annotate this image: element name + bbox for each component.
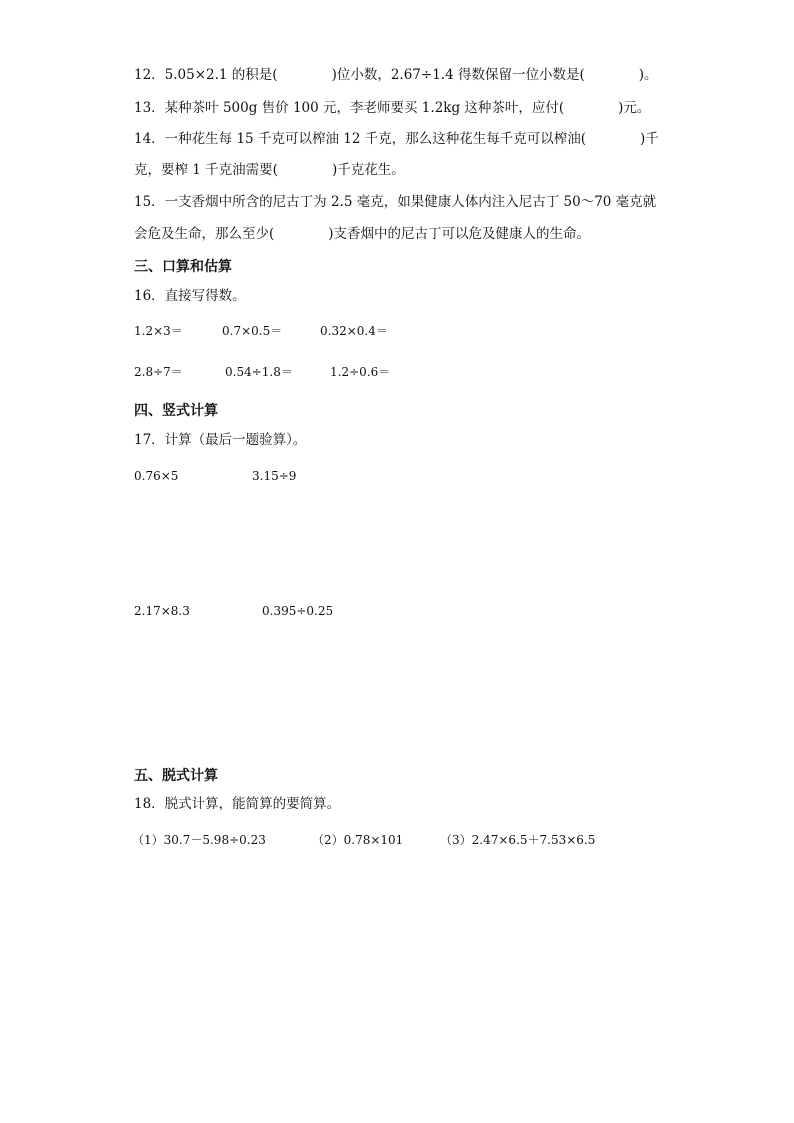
question-18: 18．脱式计算，能简算的要简算。 — [134, 796, 341, 812]
question-16: 16．直接写得数。 — [134, 288, 246, 304]
question-12: 12．5.05×2.1 的积是( )位小数，2.67÷1.4 得数保留一位小数是( )。 — [134, 67, 658, 83]
mental-calc-1: 1.2×3＝ — [134, 324, 183, 338]
vertical-calc-2: 3.15÷9 — [252, 469, 297, 483]
vertical-calc-3: 2.17×8.3 — [134, 604, 190, 618]
question-13: 13．某种茶叶 500g 售价 100 元，李老师要买 1.2kg 这种茶叶，应付( )元。 — [134, 100, 651, 116]
stepwise-calc-3: （3）2.47×6.5＋7.53×6.5 — [440, 833, 596, 847]
vertical-calc-1: 0.76×5 — [134, 469, 179, 483]
section-5-title: 五、脱式计算 — [134, 768, 218, 784]
mental-calc-6: 1.2÷0.6＝ — [330, 365, 391, 379]
vertical-calc-4: 0.395÷0.25 — [262, 604, 334, 618]
mental-calc-4: 2.8÷7＝ — [134, 365, 183, 379]
question-17: 17．计算（最后一题验算）。 — [134, 432, 307, 448]
question-14-line-1: 14．一种花生每 15 千克可以榨油 12 千克，那么这种花生每千克可以榨油( )千 — [134, 131, 659, 147]
question-14-line-2: 克，要榨 1 千克油需要( )千克花生。 — [134, 162, 405, 178]
question-15-line-2: 会危及生命，那么至少( )支香烟中的尼古丁可以危及健康人的生命。 — [134, 226, 591, 242]
section-3-title: 三、口算和估算 — [134, 259, 232, 275]
stepwise-calc-1: （1）30.7－5.98÷0.23 — [132, 833, 266, 847]
stepwise-calc-2: （2）0.78×101 — [312, 833, 404, 847]
section-4-title: 四、竖式计算 — [134, 403, 218, 419]
mental-calc-2: 0.7×0.5＝ — [222, 324, 283, 338]
mental-calc-5: 0.54÷1.8＝ — [225, 365, 293, 379]
question-15-line-1: 15．一支香烟中所含的尼古丁为 2.5 毫克，如果健康人体内注入尼古丁 50～70 毫克就 — [134, 194, 657, 210]
mental-calc-3: 0.32×0.4＝ — [320, 324, 388, 338]
